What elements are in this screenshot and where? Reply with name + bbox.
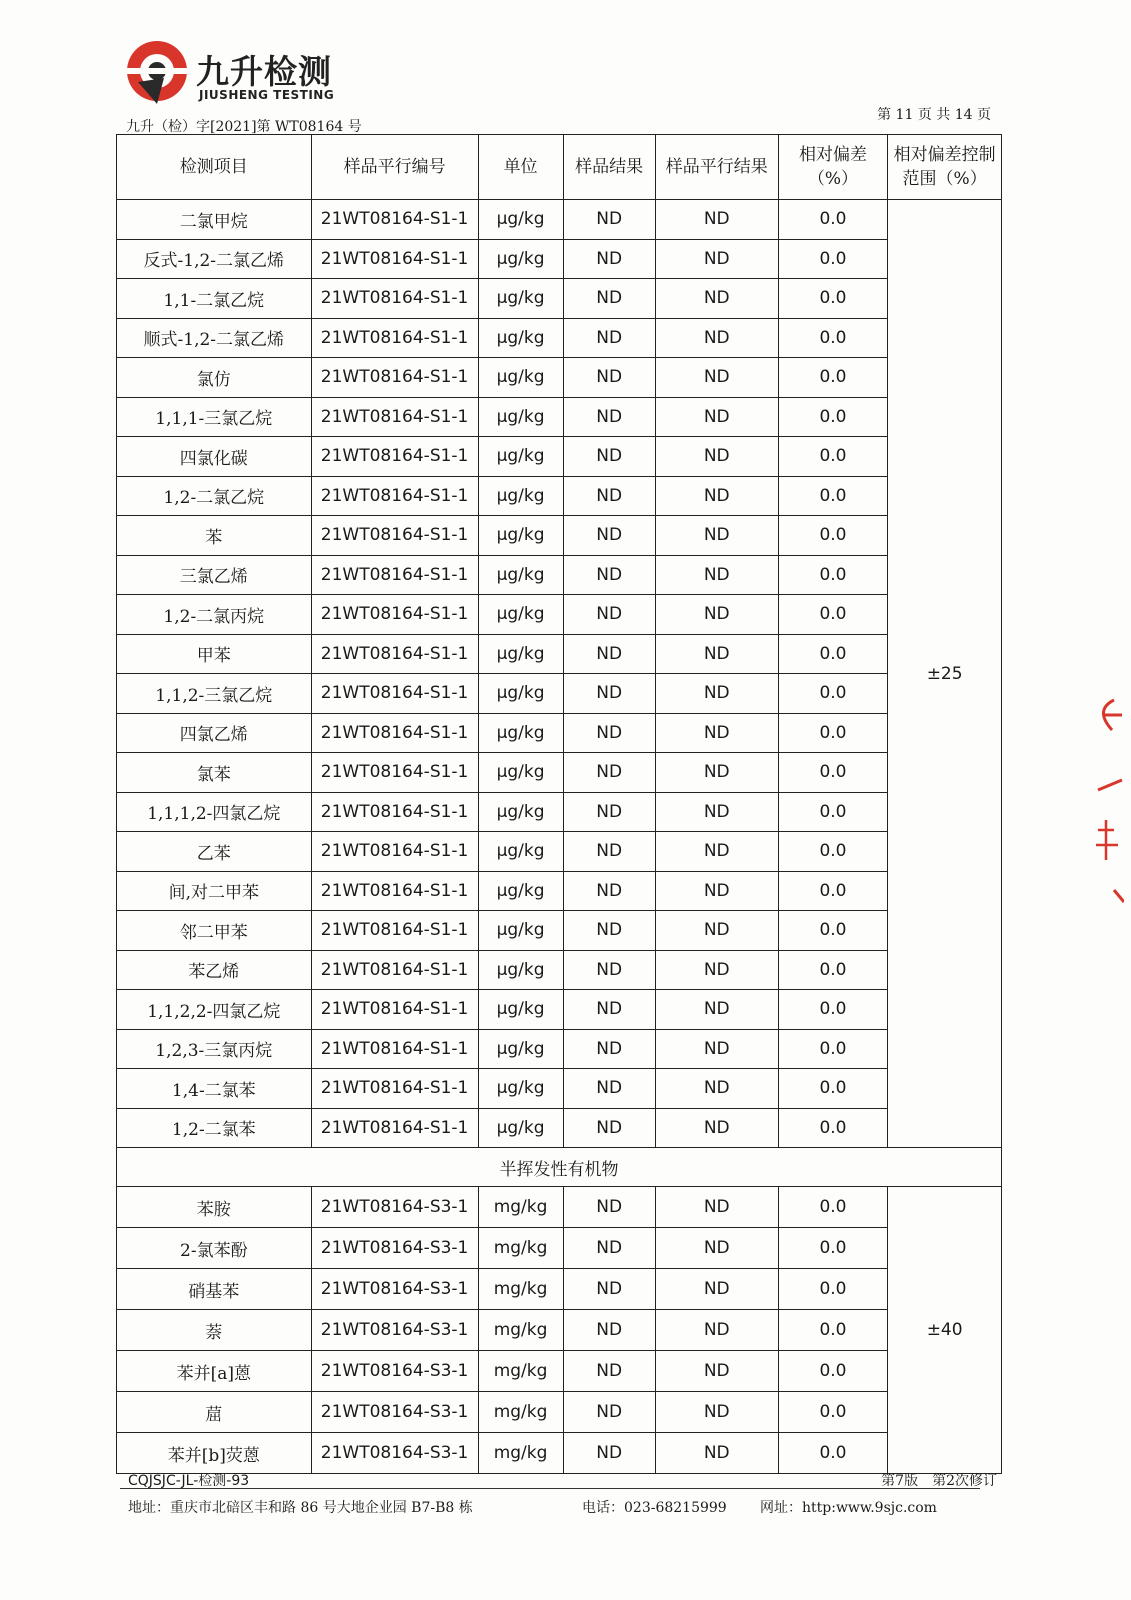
cell-unit: μg/kg: [478, 990, 563, 1030]
cell-relative-deviation: 0.0: [778, 753, 888, 793]
cell-parallel-result: ND: [655, 911, 778, 951]
cell-parallel-result: ND: [655, 634, 778, 674]
table-row: [117, 1069, 1002, 1109]
cell-parallel-result: ND: [655, 1310, 778, 1351]
cell-sample-id: 21WT08164-S1-1: [311, 871, 478, 911]
cell-item: 1,2-二氯苯: [117, 1108, 312, 1148]
cell-result: ND: [563, 200, 655, 240]
table-row: [117, 950, 1002, 990]
cell-relative-deviation: 0.0: [778, 634, 888, 674]
cell-result: ND: [563, 950, 655, 990]
cell-item: 萘: [117, 1310, 312, 1351]
cell-item: 甲苯: [117, 634, 312, 674]
cell-result: ND: [563, 713, 655, 753]
form-code: CQJSJC-JL-检测-93: [128, 1473, 250, 1489]
cell-unit: μg/kg: [478, 476, 563, 516]
cell-unit: μg/kg: [478, 911, 563, 951]
cell-item: 苯乙烯: [117, 950, 312, 990]
cell-relative-deviation: 0.0: [778, 200, 888, 240]
cell-item: 1,2-二氯乙烷: [117, 476, 312, 516]
cell-item: 苯并[b]荧蒽: [117, 1433, 312, 1474]
table-row: [117, 1392, 1002, 1433]
cell-parallel-result: ND: [655, 1069, 778, 1109]
cell-item: 氯苯: [117, 753, 312, 793]
cell-sample-id: 21WT08164-S3-1: [311, 1392, 478, 1433]
cell-result: ND: [563, 674, 655, 714]
table-row: [117, 397, 1002, 437]
cell-item: 1,1,1-三氯乙烷: [117, 397, 312, 437]
cell-item: 1,2-二氯丙烷: [117, 595, 312, 635]
cell-sample-id: 21WT08164-S1-1: [311, 911, 478, 951]
cell-result: ND: [563, 990, 655, 1030]
cell-parallel-result: ND: [655, 674, 778, 714]
cell-parallel-result: ND: [655, 713, 778, 753]
cell-sample-id: 21WT08164-S3-1: [311, 1187, 478, 1228]
cell-relative-deviation: 0.0: [778, 990, 888, 1030]
cell-sample-id: 21WT08164-S3-1: [311, 1351, 478, 1392]
cell-unit: μg/kg: [478, 397, 563, 437]
cell-relative-deviation: 0.0: [778, 279, 888, 319]
cell-unit: mg/kg: [478, 1228, 563, 1269]
table-row: [117, 674, 1002, 714]
cell-parallel-result: ND: [655, 753, 778, 793]
cell-result: ND: [563, 1351, 655, 1392]
cell-control-range: ±25: [888, 200, 1002, 1148]
cell-parallel-result: ND: [655, 358, 778, 398]
cell-item: 四氯化碳: [117, 437, 312, 477]
cell-result: ND: [563, 1029, 655, 1069]
cell-result: ND: [563, 437, 655, 477]
cell-item: 二氯甲烷: [117, 200, 312, 240]
cell-result: ND: [563, 634, 655, 674]
table-row: [117, 239, 1002, 279]
cell-unit: μg/kg: [478, 358, 563, 398]
cell-sample-id: 21WT08164-S3-1: [311, 1433, 478, 1474]
cell-item: 硝基苯: [117, 1269, 312, 1310]
cell-unit: μg/kg: [478, 792, 563, 832]
cell-result: ND: [563, 832, 655, 872]
table-row: [117, 1433, 1002, 1474]
cell-item: 1,1,1,2-四氯乙烷: [117, 792, 312, 832]
cell-sample-id: 21WT08164-S1-1: [311, 476, 478, 516]
cell-parallel-result: ND: [655, 990, 778, 1030]
table-row: [117, 1310, 1002, 1351]
header-item: 检测项目: [117, 135, 312, 200]
cell-relative-deviation: 0.0: [778, 239, 888, 279]
cell-parallel-result: ND: [655, 318, 778, 358]
qc-results-table: [116, 134, 1002, 1474]
cell-sample-id: 21WT08164-S3-1: [311, 1228, 478, 1269]
cell-relative-deviation: 0.0: [778, 555, 888, 595]
brand-name-en: JIUSHENG TESTING: [199, 88, 335, 102]
cell-result: ND: [563, 279, 655, 319]
company-address: 地址：重庆市北碚区丰和路 86 号大地企业园 B7-B8 栋: [128, 1500, 473, 1516]
header-unit: 单位: [478, 135, 563, 200]
cell-relative-deviation: 0.0: [778, 358, 888, 398]
cell-relative-deviation: 0.0: [778, 871, 888, 911]
cell-sample-id: 21WT08164-S1-1: [311, 397, 478, 437]
cell-parallel-result: ND: [655, 200, 778, 240]
cell-item: 邻二甲苯: [117, 911, 312, 951]
table-row: [117, 437, 1002, 477]
cell-relative-deviation: 0.0: [778, 476, 888, 516]
table-row: [117, 753, 1002, 793]
cell-result: ND: [563, 397, 655, 437]
cell-item: 2-氯苯酚: [117, 1228, 312, 1269]
cell-sample-id: 21WT08164-S3-1: [311, 1310, 478, 1351]
cell-item: 苯并[a]蒽: [117, 1351, 312, 1392]
cell-unit: μg/kg: [478, 634, 563, 674]
cell-sample-id: 21WT08164-S1-1: [311, 200, 478, 240]
cell-parallel-result: ND: [655, 1108, 778, 1148]
cell-item: 顺式-1,2-二氯乙烯: [117, 318, 312, 358]
cell-item: 苯: [117, 516, 312, 556]
brand-name-cn: 九升检测: [196, 52, 332, 91]
cell-unit: mg/kg: [478, 1310, 563, 1351]
cell-relative-deviation: 0.0: [778, 1433, 888, 1474]
cell-sample-id: 21WT08164-S1-1: [311, 674, 478, 714]
cell-result: ND: [563, 318, 655, 358]
table-row: [117, 200, 1002, 240]
header-sample-id: 样品平行编号: [311, 135, 478, 200]
cell-parallel-result: ND: [655, 1269, 778, 1310]
cell-unit: μg/kg: [478, 279, 563, 319]
cell-result: ND: [563, 1108, 655, 1148]
cell-unit: mg/kg: [478, 1392, 563, 1433]
cell-sample-id: 21WT08164-S1-1: [311, 279, 478, 319]
cell-parallel-result: ND: [655, 1351, 778, 1392]
cell-relative-deviation: 0.0: [778, 1108, 888, 1148]
cell-relative-deviation: 0.0: [778, 713, 888, 753]
cell-item: 苯胺: [117, 1187, 312, 1228]
cell-parallel-result: ND: [655, 792, 778, 832]
report-number: 九升（检）字[2021]第 WT08164 号: [126, 119, 362, 135]
cell-item: 四氯乙烯: [117, 713, 312, 753]
cell-sample-id: 21WT08164-S1-1: [311, 555, 478, 595]
cell-unit: mg/kg: [478, 1187, 563, 1228]
header-relative-deviation: 相对偏差（%）: [778, 135, 888, 200]
cell-result: ND: [563, 911, 655, 951]
cell-relative-deviation: 0.0: [778, 674, 888, 714]
cell-item: 䓛: [117, 1392, 312, 1433]
cell-item: 1,4-二氯苯: [117, 1069, 312, 1109]
cell-unit: μg/kg: [478, 516, 563, 556]
cell-unit: μg/kg: [478, 753, 563, 793]
cell-sample-id: 21WT08164-S1-1: [311, 437, 478, 477]
cell-unit: mg/kg: [478, 1269, 563, 1310]
cell-sample-id: 21WT08164-S1-1: [311, 239, 478, 279]
table-row: [117, 911, 1002, 951]
cell-relative-deviation: 0.0: [778, 1351, 888, 1392]
cell-item: 三氯乙烯: [117, 555, 312, 595]
header-result: 样品结果: [563, 135, 655, 200]
cell-parallel-result: ND: [655, 555, 778, 595]
company-phone: 电话：023-68215999: [582, 1500, 727, 1516]
cell-unit: μg/kg: [478, 674, 563, 714]
table-row: [117, 792, 1002, 832]
cell-unit: μg/kg: [478, 437, 563, 477]
cell-item: 乙苯: [117, 832, 312, 872]
table-row: [117, 476, 1002, 516]
red-seal-stamp: [1084, 680, 1124, 920]
cell-result: ND: [563, 1228, 655, 1269]
cell-sample-id: 21WT08164-S1-1: [311, 792, 478, 832]
table-row: [117, 555, 1002, 595]
cell-result: ND: [563, 516, 655, 556]
header-parallel-result: 样品平行结果: [655, 135, 778, 200]
cell-relative-deviation: 0.0: [778, 1269, 888, 1310]
cell-result: ND: [563, 1187, 655, 1228]
cell-sample-id: 21WT08164-S3-1: [311, 1269, 478, 1310]
cell-result: ND: [563, 595, 655, 635]
cell-relative-deviation: 0.0: [778, 1392, 888, 1433]
cell-parallel-result: ND: [655, 1392, 778, 1433]
cell-item: 1,2,3-三氯丙烷: [117, 1029, 312, 1069]
cell-result: ND: [563, 1310, 655, 1351]
cell-result: ND: [563, 1392, 655, 1433]
table-row: [117, 1187, 1002, 1228]
cell-result: ND: [563, 1069, 655, 1109]
group-title-row: [117, 1148, 1002, 1187]
table-row: [117, 634, 1002, 674]
cell-relative-deviation: 0.0: [778, 516, 888, 556]
cell-sample-id: 21WT08164-S1-1: [311, 516, 478, 556]
logo-mark-icon: [124, 38, 190, 104]
table-row: [117, 279, 1002, 319]
cell-item: 间,对二甲苯: [117, 871, 312, 911]
cell-sample-id: 21WT08164-S1-1: [311, 753, 478, 793]
cell-sample-id: 21WT08164-S1-1: [311, 595, 478, 635]
cell-relative-deviation: 0.0: [778, 437, 888, 477]
cell-result: ND: [563, 476, 655, 516]
cell-item: 反式-1,2-二氯乙烯: [117, 239, 312, 279]
company-logo: [124, 38, 364, 110]
cell-unit: μg/kg: [478, 1029, 563, 1069]
table-row: [117, 832, 1002, 872]
cell-sample-id: 21WT08164-S1-1: [311, 990, 478, 1030]
cell-parallel-result: ND: [655, 279, 778, 319]
cell-unit: μg/kg: [478, 832, 563, 872]
cell-unit: μg/kg: [478, 713, 563, 753]
cell-unit: mg/kg: [478, 1351, 563, 1392]
header-control-range: 相对偏差控制范围（%）: [888, 135, 1002, 200]
cell-sample-id: 21WT08164-S1-1: [311, 1029, 478, 1069]
cell-parallel-result: ND: [655, 1029, 778, 1069]
form-version: 第7版 第2次修订: [881, 1473, 997, 1489]
cell-result: ND: [563, 1269, 655, 1310]
cell-sample-id: 21WT08164-S1-1: [311, 634, 478, 674]
cell-result: ND: [563, 1433, 655, 1474]
cell-unit: μg/kg: [478, 595, 563, 635]
cell-parallel-result: ND: [655, 950, 778, 990]
cell-unit: mg/kg: [478, 1433, 563, 1474]
table-row: [117, 1029, 1002, 1069]
table-row: [117, 713, 1002, 753]
table-row: [117, 990, 1002, 1030]
cell-relative-deviation: 0.0: [778, 595, 888, 635]
cell-parallel-result: ND: [655, 871, 778, 911]
cell-parallel-result: ND: [655, 1228, 778, 1269]
cell-unit: μg/kg: [478, 1108, 563, 1148]
cell-sample-id: 21WT08164-S1-1: [311, 832, 478, 872]
cell-result: ND: [563, 239, 655, 279]
cell-unit: μg/kg: [478, 318, 563, 358]
cell-unit: μg/kg: [478, 200, 563, 240]
cell-result: ND: [563, 792, 655, 832]
cell-item: 氯仿: [117, 358, 312, 398]
cell-relative-deviation: 0.0: [778, 950, 888, 990]
cell-sample-id: 21WT08164-S1-1: [311, 1108, 478, 1148]
table-row: [117, 516, 1002, 556]
table-row: [117, 1228, 1002, 1269]
cell-parallel-result: ND: [655, 397, 778, 437]
cell-unit: μg/kg: [478, 950, 563, 990]
table-row: [117, 871, 1002, 911]
cell-relative-deviation: 0.0: [778, 832, 888, 872]
cell-item: 1,1,2-三氯乙烷: [117, 674, 312, 714]
cell-parallel-result: ND: [655, 832, 778, 872]
table-row: [117, 1108, 1002, 1148]
page-info: 第 11 页 共 14 页: [877, 107, 991, 123]
cell-sample-id: 21WT08164-S1-1: [311, 1069, 478, 1109]
cell-item: 1,1-二氯乙烷: [117, 279, 312, 319]
group-title: 半挥发性有机物: [117, 1148, 1002, 1187]
cell-relative-deviation: 0.0: [778, 1069, 888, 1109]
cell-relative-deviation: 0.0: [778, 911, 888, 951]
cell-control-range: ±40: [888, 1187, 1002, 1474]
cell-parallel-result: ND: [655, 1187, 778, 1228]
cell-parallel-result: ND: [655, 1433, 778, 1474]
table-header-row: [117, 135, 1002, 200]
table-row: [117, 595, 1002, 635]
cell-relative-deviation: 0.0: [778, 1029, 888, 1069]
cell-unit: μg/kg: [478, 871, 563, 911]
cell-sample-id: 21WT08164-S1-1: [311, 713, 478, 753]
cell-relative-deviation: 0.0: [778, 397, 888, 437]
cell-result: ND: [563, 753, 655, 793]
cell-relative-deviation: 0.0: [778, 318, 888, 358]
cell-unit: μg/kg: [478, 1069, 563, 1109]
cell-result: ND: [563, 871, 655, 911]
table-row: [117, 318, 1002, 358]
cell-unit: μg/kg: [478, 239, 563, 279]
cell-sample-id: 21WT08164-S1-1: [311, 950, 478, 990]
table-row: [117, 1351, 1002, 1392]
cell-result: ND: [563, 358, 655, 398]
footer-divider: [120, 1488, 980, 1489]
cell-relative-deviation: 0.0: [778, 1310, 888, 1351]
cell-parallel-result: ND: [655, 595, 778, 635]
table-row: [117, 1269, 1002, 1310]
cell-relative-deviation: 0.0: [778, 1228, 888, 1269]
cell-sample-id: 21WT08164-S1-1: [311, 318, 478, 358]
cell-relative-deviation: 0.0: [778, 792, 888, 832]
cell-unit: μg/kg: [478, 555, 563, 595]
cell-parallel-result: ND: [655, 239, 778, 279]
cell-result: ND: [563, 555, 655, 595]
table-row: [117, 358, 1002, 398]
cell-parallel-result: ND: [655, 437, 778, 477]
cell-relative-deviation: 0.0: [778, 1187, 888, 1228]
cell-parallel-result: ND: [655, 516, 778, 556]
cell-parallel-result: ND: [655, 476, 778, 516]
cell-sample-id: 21WT08164-S1-1: [311, 358, 478, 398]
company-website: 网址：http:www.9sjc.com: [760, 1500, 937, 1516]
cell-item: 1,1,2,2-四氯乙烷: [117, 990, 312, 1030]
